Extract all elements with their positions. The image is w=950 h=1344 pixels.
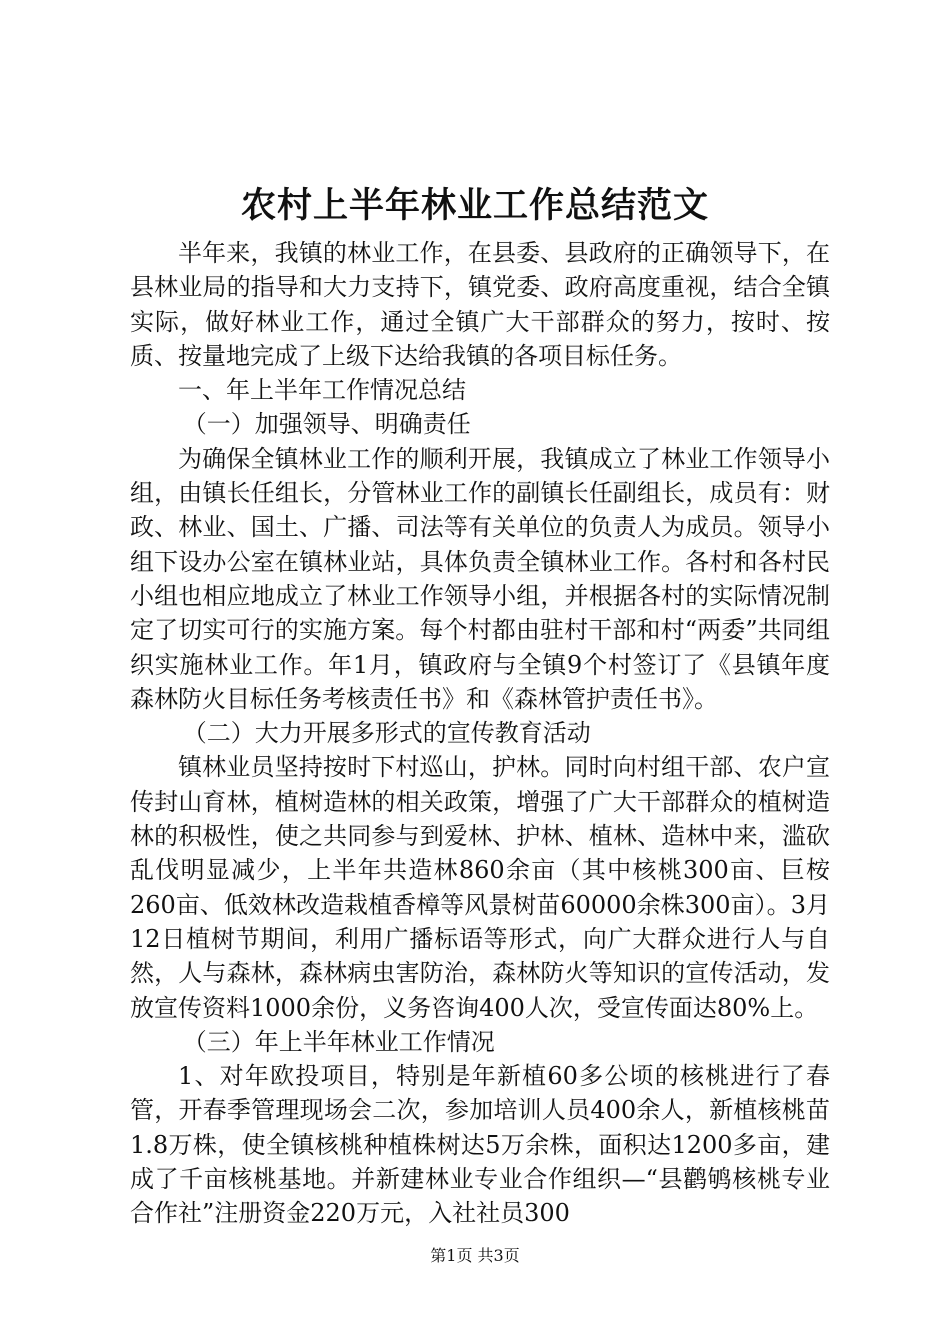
subsection-heading-3: （三）年上半年林业工作情况 — [182, 1027, 495, 1056]
body-paragraph-1: 为确保全镇林业工作的顺利开展，我镇成立了林业工作领导小组，由镇长任组长，分管林业工作的副镇长任副组长，成员有：财政、林业、国土、广播、司法等有关单位的负责人为成员。领导小组下设办公室在镇林业站，具体负责全镇林业工作。各村和各村民小组也相应地成立了林业工作领导小组，并根据各村的实际情况制定了切实可行的实施方案。每个村都由驻村干部和村“两委”共同组织实施林业工作。年1月，镇政府与全镇9个村签订了《县镇年度森林防火目标任务考核责任书》和《森林管护责任书》。 — [130, 444, 830, 713]
section-heading-1: 一、年上半年工作情况总结 — [178, 376, 466, 405]
subsection-heading-1: （一）加强领导、明确责任 — [182, 410, 471, 439]
page-footer: 第1页 共3页 — [430, 1246, 520, 1265]
subsection-heading-2: （二）大力开展多形式的宣传教育活动 — [182, 719, 591, 748]
document-title: 农村上半年林业工作总结范文 — [240, 185, 709, 226]
document-body — [130, 236, 830, 1231]
body-paragraph-3: 1、对年欧投项目，特别是年新植60多公顷的核桃进行了春管，开春季管理现场会二次，参加培训人员400余人，新植核桃苗1.8万株，使全镇核桃种植株树达5万余株，面积达1200多亩，建成了千亩核桃基地。并新建林业专业合作组织—“县鹳鸲核桃专业合作社”注册资金220万元，入社社员300 — [130, 1062, 830, 1228]
intro-paragraph: 半年来，我镇的林业工作，在县委、县政府的正确领导下，在县林业局的指导和大力支持下，镇党委、政府高度重视，结合全镇实际，做好林业工作，通过全镇广大干部群众的努力，按时、按质、按量地完成了上级下达给我镇的各项目标任务。 — [130, 239, 830, 370]
body-paragraph-2: 镇林业员坚持按时下村巡山，护林。同时向村组干部、农户宣传封山育林，植树造林的相关政策，增强了广大干部群众的植树造林的积极性，使之共同参与到爱林、护林、植林、造林中来，滥砍乱伐明显减少，上半年共造林860余亩（其中核桃300亩、巨桉260亩、低效林改造栽植香樟等风景树苗60000余株300亩）。3月12日植树节期间，利用广播标语等形式，向广大群众进行人与自然，人与森林，森林病虫害防治，森林防火等知识的宣传活动，发放宣传资料1000余份，义务咨询400人次，受宣传面达80%上。 — [130, 753, 830, 1022]
